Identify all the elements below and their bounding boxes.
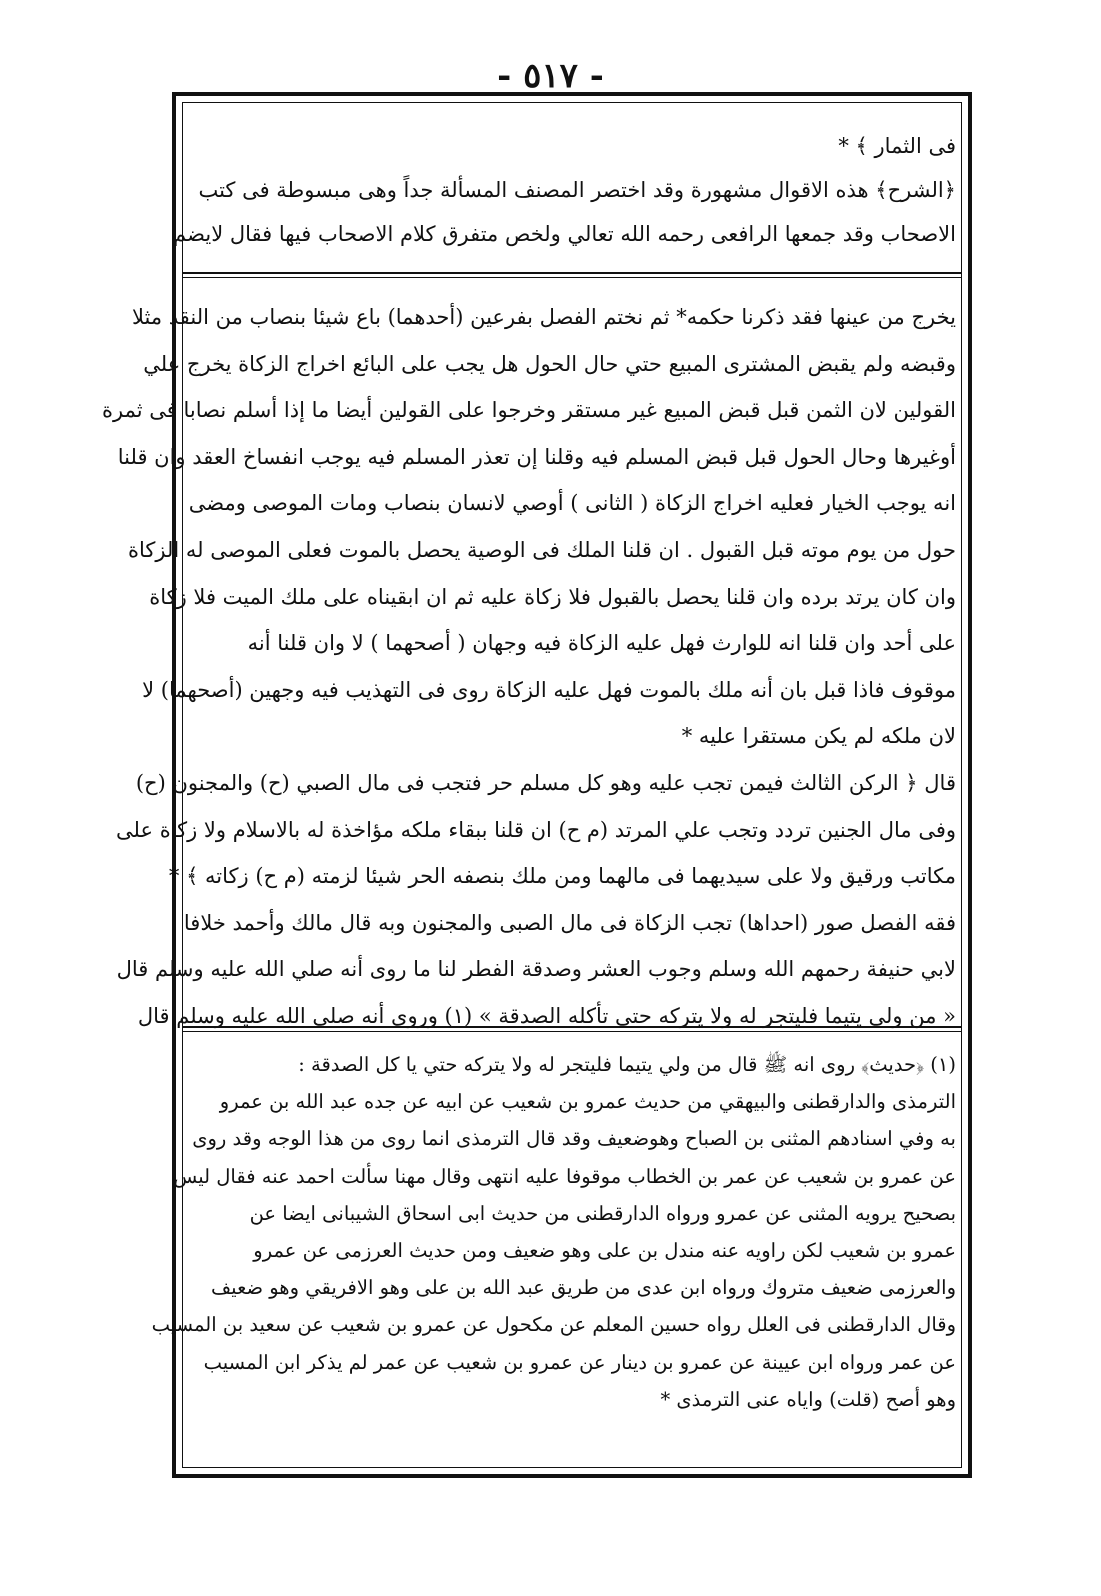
text-line: وفى مال الجنين تردد وتجب علي المرتد (م ح) ان قلنا ببقاء ملكه مؤاخذة له بالاسلام ولا زكاة على: [116, 817, 956, 842]
text-line: وقبضه ولم يقبض المشترى المبيع حتي حال الحول هل يجب على البائع اخراج الزكاة يخرج علي: [143, 351, 956, 376]
page-number: - ٥١٧ -: [497, 56, 604, 96]
text-line: أوغيرها وحال الحول قبل قبض المسلم فيه وقلنا إن تعذر المسلم فيه يوجب انفساخ العقد وان قلنا: [117, 444, 956, 469]
text-line: على أحد وان قلنا انه للوارث فهل عليه الزكاة فيه وجهان ( أصحهما ) لا وان قلنا أنه: [247, 631, 956, 656]
text-line: انه يوجب الخيار فعليه اخراج الزكاة ( الثانى ) أوصي لانسان بنصاب ومات الموصى ومضى: [188, 491, 956, 516]
footnote-line: عمرو بن شعيب لكن راويه عنه مندل بن على وهو ضعيف ومن حديث العرزمى عن عمرو: [253, 1239, 956, 1263]
section-divider: [182, 272, 962, 278]
footnotes-section: [151, 1046, 956, 1418]
footnote-line: به وفي اسنادهم المثنى بن الصباح وهوضعيف وقد قال الترمذى انما روى من هذا الوجه وقد روى: [192, 1127, 956, 1151]
text-line: لابي حنيفة رحمهم الله وسلم وجوب العشر وصدقة الفطر لنا ما روى أنه صلي الله عليه وسلم قال: [116, 957, 956, 982]
commentary-top-section: [173, 124, 956, 256]
footnote-line: عن عمرو بن شعيب عن عمر بن الخطاب موقوفا عليه انتهى وقال مهنا سألت احمد عنه فقال ليس: [173, 1164, 956, 1188]
footnote-line: والعرزمى ضعيف متروك ورواه ابن عدى من طريق عبد الله بن على وهو الافريقي وهو ضعيف: [211, 1276, 956, 1300]
footnote-line: الترمذى والدارقطنى والبيهقي من حديث عمرو بن شعيب عن ابيه عن جده عبد الله بن عمرو: [219, 1090, 956, 1114]
text-line: مكاتب ورقيق ولا على سيديهما فى مالهما ومن ملك بنصفه الحر شيئا لزمته (م ح) زكاته ﴾ *: [168, 864, 956, 889]
text-line: الاصحاب وقد جمعها الرافعى رحمه الله تعالي ولخص متفرق كلام الاصحاب فيها فقال لايضم: [173, 222, 956, 246]
footnote-line: وقال الدارقطنى فى العلل رواه حسين المعلم عن مكحول عن عمرو بن شعيب عن سعيد بن المسيب: [151, 1313, 956, 1337]
text-line: حول من يوم موته قبل القبول . ان قلنا الملك فى الوصية يحصل بالموت فعلى الموصى له الزكاة: [128, 537, 956, 562]
text-line: قال ﴿ الركن الثالث فيمن تجب عليه وهو كل مسلم حر فتجب فى مال الصبي (ح) والمجنون (ح): [135, 770, 956, 795]
text-line: يخرج من عينها فقد ذكرنا حكمه* ثم نختم الفصل بفرعين (أحدهما) باع شيئا بنصاب من النقد مثلا: [131, 305, 956, 329]
text-line: لان ملكه لم يكن مستقرا عليه *: [681, 724, 956, 749]
main-text-section: [102, 294, 956, 1040]
footnote-divider: [182, 1026, 962, 1032]
page-frame: [102, 92, 972, 1478]
text-line: القولين لان الثمن قبل قبض المبيع غير مستقر وخرجوا على القولين أيضا ما إذا أسلم نصابا فى ثمرة: [102, 398, 956, 423]
footnote-line: وهو أصح (قلت) واياه عنى الترمذى *: [660, 1387, 956, 1411]
text-line: ﴿الشرح﴾ هذه الاقوال مشهورة وقد اختصر المصنف المسألة جداً وهى مبسوطة فى كتب: [198, 178, 956, 202]
footnote-line: (١) ﴿حديث﴾ روى انه ﷺ قال من ولي يتيما فليتجر له ولا يتركه حتي يا كل الصدقة :: [298, 1053, 956, 1076]
text-line: فى الثمار ﴾ *: [838, 134, 956, 158]
text-line: فقه الفصل صور (احداها) تجب الزكاة فى مال الصبى والمجنون وبه قال مالك وأحمد خلافا: [183, 910, 956, 935]
text-line: موقوف فاذا قبل بان أنه ملك بالموت فهل عليه الزكاة روى فى التهذيب فيه وجهين (أصحهما) لا: [142, 677, 956, 702]
text-line: « من ولي يتيما فليتجر له ولا يتركه حتى تأكله الصدقة » (١) وروى أنه صلي الله عليه وسلم قال: [137, 1003, 956, 1028]
text-line: وان كان يرتد برده وان قلنا يحصل بالقبول فلا زكاة عليه ثم ان ابقيناه على ملك الميت فلا زكاة: [149, 584, 956, 609]
footnote-line: بصحيح يرويه المثنى عن عمرو ورواه الدارقطنى من حديث ابى اسحاق الشيبانى ايضا عن: [249, 1201, 956, 1225]
footnote-line: عن عمر ورواه ابن عيينة عن عمرو بن دينار عن عمرو بن شعيب عن عمر لم يذكر ابن المسيب: [203, 1350, 956, 1374]
